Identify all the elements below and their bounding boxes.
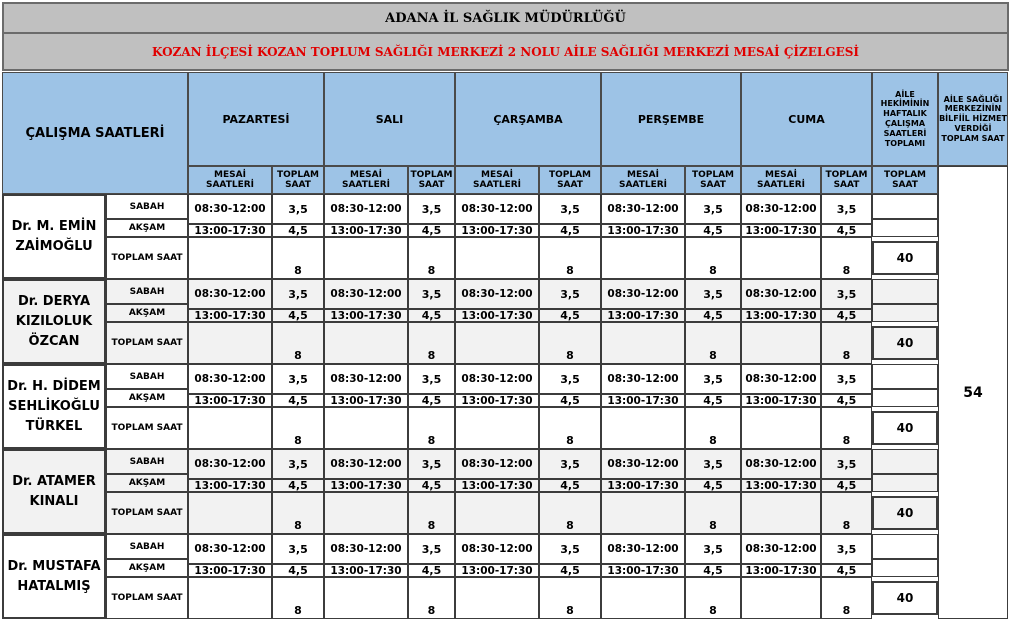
weekly-total-value: 40 bbox=[872, 411, 938, 445]
weekly-total-value: 40 bbox=[872, 326, 938, 360]
day-total-blank bbox=[188, 407, 272, 449]
day-total: 8 bbox=[821, 237, 872, 279]
evening-time: 13:00-17:30 bbox=[455, 394, 539, 407]
day-total-blank bbox=[324, 407, 408, 449]
evening-time: 13:00-17:30 bbox=[601, 479, 685, 492]
morning-hours: 3,5 bbox=[408, 279, 455, 309]
evening-hours: 4,5 bbox=[408, 309, 455, 322]
morning-time: 08:30-12:00 bbox=[601, 194, 685, 224]
evening-time: 13:00-17:30 bbox=[324, 309, 408, 322]
total-label: TOPLAM SAAT bbox=[106, 322, 188, 364]
day-header-4: PERŞEMBE bbox=[601, 72, 741, 166]
day-total: 8 bbox=[539, 407, 601, 449]
day-total-blank bbox=[455, 492, 539, 534]
doctor-name: Dr. ATAMER KINALI bbox=[2, 449, 106, 534]
day-header-2: SALI bbox=[324, 72, 455, 166]
evening-hours: 4,5 bbox=[821, 224, 872, 237]
evening-time: 13:00-17:30 bbox=[188, 564, 272, 577]
doctor-name: Dr. M. EMİN ZAİMOĞLU bbox=[2, 194, 106, 279]
evening-hours: 4,5 bbox=[821, 309, 872, 322]
morning-hours: 3,5 bbox=[408, 534, 455, 564]
evening-label: AKŞAM bbox=[106, 474, 188, 492]
morning-hours: 3,5 bbox=[821, 279, 872, 309]
evening-hours: 4,5 bbox=[272, 394, 324, 407]
day-total: 8 bbox=[821, 492, 872, 534]
evening-hours: 4,5 bbox=[408, 564, 455, 577]
day-header-1: PAZARTESİ bbox=[188, 72, 324, 166]
morning-time: 08:30-12:00 bbox=[601, 279, 685, 309]
evening-hours: 4,5 bbox=[685, 564, 741, 577]
morning-hours: 3,5 bbox=[539, 279, 601, 309]
day-total-blank bbox=[601, 322, 685, 364]
morning-hours: 3,5 bbox=[272, 279, 324, 309]
shift-hours-header: MESAİ SAATLERİ bbox=[741, 166, 821, 194]
morning-hours: 3,5 bbox=[685, 364, 741, 394]
day-total: 8 bbox=[408, 492, 455, 534]
morning-time: 08:30-12:00 bbox=[601, 449, 685, 479]
day-total-blank bbox=[601, 407, 685, 449]
evening-hours: 4,5 bbox=[272, 564, 324, 577]
total-hours-header: TOPLAM SAAT bbox=[685, 166, 741, 194]
morning-label: SABAH bbox=[106, 449, 188, 474]
morning-hours: 3,5 bbox=[685, 449, 741, 479]
evening-hours: 4,5 bbox=[408, 394, 455, 407]
day-total-blank bbox=[188, 577, 272, 619]
center-total-value: 54 bbox=[938, 166, 1008, 619]
day-total: 8 bbox=[821, 322, 872, 364]
morning-time: 08:30-12:00 bbox=[188, 534, 272, 564]
day-total: 8 bbox=[685, 237, 741, 279]
day-total-blank bbox=[601, 492, 685, 534]
total-hours-header: TOPLAM SAAT bbox=[408, 166, 455, 194]
day-total-blank bbox=[741, 492, 821, 534]
day-total-blank bbox=[741, 407, 821, 449]
morning-time: 08:30-12:00 bbox=[188, 364, 272, 394]
morning-time: 08:30-12:00 bbox=[741, 194, 821, 224]
evening-hours: 4,5 bbox=[539, 479, 601, 492]
morning-hours: 3,5 bbox=[685, 279, 741, 309]
shift-hours-header: MESAİ SAATLERİ bbox=[324, 166, 408, 194]
morning-time: 08:30-12:00 bbox=[455, 194, 539, 224]
morning-hours: 3,5 bbox=[821, 194, 872, 224]
day-total: 8 bbox=[408, 322, 455, 364]
morning-hours: 3,5 bbox=[539, 364, 601, 394]
evening-time: 13:00-17:30 bbox=[324, 479, 408, 492]
evening-hours: 4,5 bbox=[272, 224, 324, 237]
morning-hours: 3,5 bbox=[685, 194, 741, 224]
morning-time: 08:30-12:00 bbox=[188, 279, 272, 309]
day-total: 8 bbox=[272, 492, 324, 534]
shift-hours-header: MESAİ SAATLERİ bbox=[455, 166, 539, 194]
evening-time: 13:00-17:30 bbox=[741, 309, 821, 322]
day-total-blank bbox=[188, 322, 272, 364]
morning-hours: 3,5 bbox=[408, 194, 455, 224]
schedule-subtitle: KOZAN İLÇESİ KOZAN TOPLUM SAĞLIĞI MERKEZİ 2 NOLU AİLE SAĞLIĞI MERKEZİ MESAİ ÇİZELGESİ bbox=[2, 34, 1009, 71]
weekly-total-value: 40 bbox=[872, 241, 938, 275]
weekly-total-header: AİLE HEKİMİNİN HAFTALIK ÇALIŞMA SAATLERİ TOPLAMI bbox=[872, 72, 938, 166]
morning-label: SABAH bbox=[106, 364, 188, 389]
day-total-blank bbox=[741, 577, 821, 619]
evening-time: 13:00-17:30 bbox=[455, 309, 539, 322]
evening-time: 13:00-17:30 bbox=[741, 479, 821, 492]
morning-hours: 3,5 bbox=[539, 449, 601, 479]
morning-hours: 3,5 bbox=[539, 534, 601, 564]
doctor-name: Dr. DERYA KIZILOLUK ÖZCAN bbox=[2, 279, 106, 364]
weekly-total-blank bbox=[872, 194, 938, 219]
day-total: 8 bbox=[685, 492, 741, 534]
evening-hours: 4,5 bbox=[408, 479, 455, 492]
morning-hours: 3,5 bbox=[539, 194, 601, 224]
evening-time: 13:00-17:30 bbox=[455, 479, 539, 492]
morning-label: SABAH bbox=[106, 194, 188, 219]
evening-hours: 4,5 bbox=[821, 394, 872, 407]
evening-time: 13:00-17:30 bbox=[741, 224, 821, 237]
morning-label: SABAH bbox=[106, 534, 188, 559]
morning-hours: 3,5 bbox=[272, 534, 324, 564]
morning-time: 08:30-12:00 bbox=[455, 534, 539, 564]
morning-hours: 3,5 bbox=[821, 449, 872, 479]
weekly-total-blank bbox=[872, 389, 938, 407]
day-total-blank bbox=[455, 322, 539, 364]
evening-time: 13:00-17:30 bbox=[455, 564, 539, 577]
day-total: 8 bbox=[272, 577, 324, 619]
weekly-total-value: 40 bbox=[872, 581, 938, 615]
day-total-blank bbox=[324, 492, 408, 534]
evening-hours: 4,5 bbox=[821, 564, 872, 577]
day-total: 8 bbox=[272, 322, 324, 364]
day-total-blank bbox=[188, 492, 272, 534]
total-label: TOPLAM SAAT bbox=[106, 407, 188, 449]
morning-hours: 3,5 bbox=[272, 449, 324, 479]
day-total: 8 bbox=[821, 577, 872, 619]
total-label: TOPLAM SAAT bbox=[106, 577, 188, 619]
day-total-blank bbox=[324, 577, 408, 619]
evening-hours: 4,5 bbox=[272, 309, 324, 322]
total-label: TOPLAM SAAT bbox=[106, 492, 188, 534]
sheet-title: ADANA İL SAĞLIK MÜDÜRLÜĞÜ bbox=[2, 2, 1009, 34]
day-total: 8 bbox=[539, 577, 601, 619]
day-total: 8 bbox=[408, 237, 455, 279]
day-total: 8 bbox=[539, 322, 601, 364]
morning-time: 08:30-12:00 bbox=[324, 449, 408, 479]
evening-hours: 4,5 bbox=[539, 224, 601, 237]
day-total: 8 bbox=[272, 237, 324, 279]
total-hours-header: TOPLAM SAAT bbox=[272, 166, 324, 194]
morning-time: 08:30-12:00 bbox=[455, 279, 539, 309]
morning-hours: 3,5 bbox=[821, 364, 872, 394]
day-total-blank bbox=[455, 237, 539, 279]
doctor-name: Dr. MUSTAFA HATALMIŞ bbox=[2, 534, 106, 619]
day-total: 8 bbox=[685, 407, 741, 449]
evening-time: 13:00-17:30 bbox=[601, 224, 685, 237]
morning-time: 08:30-12:00 bbox=[188, 194, 272, 224]
day-total-blank bbox=[455, 407, 539, 449]
day-header-5: CUMA bbox=[741, 72, 872, 166]
day-total-blank bbox=[455, 577, 539, 619]
morning-time: 08:30-12:00 bbox=[455, 364, 539, 394]
morning-hours: 3,5 bbox=[272, 364, 324, 394]
total-hours-header: TOPLAM SAAT bbox=[821, 166, 872, 194]
morning-hours: 3,5 bbox=[821, 534, 872, 564]
weekly-total-blank bbox=[872, 219, 938, 237]
morning-time: 08:30-12:00 bbox=[601, 534, 685, 564]
evening-time: 13:00-17:30 bbox=[188, 479, 272, 492]
morning-label: SABAH bbox=[106, 279, 188, 304]
morning-hours: 3,5 bbox=[272, 194, 324, 224]
day-total: 8 bbox=[539, 237, 601, 279]
morning-time: 08:30-12:00 bbox=[324, 364, 408, 394]
evening-time: 13:00-17:30 bbox=[188, 309, 272, 322]
morning-time: 08:30-12:00 bbox=[741, 279, 821, 309]
day-total: 8 bbox=[685, 577, 741, 619]
weekly-total-blank bbox=[872, 534, 938, 559]
evening-label: AKŞAM bbox=[106, 559, 188, 577]
evening-hours: 4,5 bbox=[685, 394, 741, 407]
evening-label: AKŞAM bbox=[106, 304, 188, 322]
weekly-total-blank bbox=[872, 364, 938, 389]
day-total-blank bbox=[324, 237, 408, 279]
morning-time: 08:30-12:00 bbox=[601, 364, 685, 394]
evening-label: AKŞAM bbox=[106, 219, 188, 237]
day-total-blank bbox=[741, 237, 821, 279]
evening-hours: 4,5 bbox=[539, 394, 601, 407]
weekly-total-blank bbox=[872, 279, 938, 304]
evening-hours: 4,5 bbox=[821, 479, 872, 492]
evening-label: AKŞAM bbox=[106, 389, 188, 407]
evening-time: 13:00-17:30 bbox=[324, 564, 408, 577]
weekly-total-blank bbox=[872, 449, 938, 474]
evening-time: 13:00-17:30 bbox=[324, 224, 408, 237]
day-total-blank bbox=[601, 577, 685, 619]
total-label: TOPLAM SAAT bbox=[106, 237, 188, 279]
morning-time: 08:30-12:00 bbox=[324, 194, 408, 224]
evening-hours: 4,5 bbox=[539, 309, 601, 322]
morning-time: 08:30-12:00 bbox=[324, 534, 408, 564]
morning-time: 08:30-12:00 bbox=[324, 279, 408, 309]
weekly-total-subheader: TOPLAM SAAT bbox=[872, 166, 938, 194]
evening-time: 13:00-17:30 bbox=[601, 309, 685, 322]
morning-hours: 3,5 bbox=[408, 449, 455, 479]
evening-time: 13:00-17:30 bbox=[601, 564, 685, 577]
day-header-3: ÇARŞAMBA bbox=[455, 72, 601, 166]
day-total: 8 bbox=[821, 407, 872, 449]
evening-time: 13:00-17:30 bbox=[741, 394, 821, 407]
morning-hours: 3,5 bbox=[408, 364, 455, 394]
day-total: 8 bbox=[539, 492, 601, 534]
evening-time: 13:00-17:30 bbox=[455, 224, 539, 237]
day-total: 8 bbox=[272, 407, 324, 449]
weekly-total-blank bbox=[872, 474, 938, 492]
morning-time: 08:30-12:00 bbox=[741, 534, 821, 564]
evening-time: 13:00-17:30 bbox=[324, 394, 408, 407]
day-total-blank bbox=[601, 237, 685, 279]
morning-time: 08:30-12:00 bbox=[188, 449, 272, 479]
evening-time: 13:00-17:30 bbox=[188, 224, 272, 237]
total-hours-header: TOPLAM SAAT bbox=[539, 166, 601, 194]
day-total: 8 bbox=[408, 407, 455, 449]
morning-time: 08:30-12:00 bbox=[741, 449, 821, 479]
day-total-blank bbox=[188, 237, 272, 279]
evening-time: 13:00-17:30 bbox=[741, 564, 821, 577]
evening-hours: 4,5 bbox=[539, 564, 601, 577]
evening-hours: 4,5 bbox=[685, 309, 741, 322]
evening-hours: 4,5 bbox=[408, 224, 455, 237]
morning-hours: 3,5 bbox=[685, 534, 741, 564]
morning-time: 08:30-12:00 bbox=[455, 449, 539, 479]
evening-hours: 4,5 bbox=[685, 224, 741, 237]
evening-time: 13:00-17:30 bbox=[601, 394, 685, 407]
evening-hours: 4,5 bbox=[685, 479, 741, 492]
evening-hours: 4,5 bbox=[272, 479, 324, 492]
center-total-header: AİLE SAĞLIĞI MERKEZİNİN BİLFİİL HİZMET VERDİĞİ TOPLAM SAAT bbox=[938, 72, 1008, 166]
weekly-total-value: 40 bbox=[872, 496, 938, 530]
doctor-name: Dr. H. DİDEM SEHLİKOĞLU TÜRKEL bbox=[2, 364, 106, 449]
day-total: 8 bbox=[685, 322, 741, 364]
weekly-total-blank bbox=[872, 559, 938, 577]
day-total-blank bbox=[741, 322, 821, 364]
evening-time: 13:00-17:30 bbox=[188, 394, 272, 407]
weekly-total-blank bbox=[872, 304, 938, 322]
working-hours-header: ÇALIŞMA SAATLERİ bbox=[2, 72, 188, 194]
day-total: 8 bbox=[408, 577, 455, 619]
shift-hours-header: MESAİ SAATLERİ bbox=[601, 166, 685, 194]
morning-time: 08:30-12:00 bbox=[741, 364, 821, 394]
day-total-blank bbox=[324, 322, 408, 364]
shift-hours-header: MESAİ SAATLERİ bbox=[188, 166, 272, 194]
